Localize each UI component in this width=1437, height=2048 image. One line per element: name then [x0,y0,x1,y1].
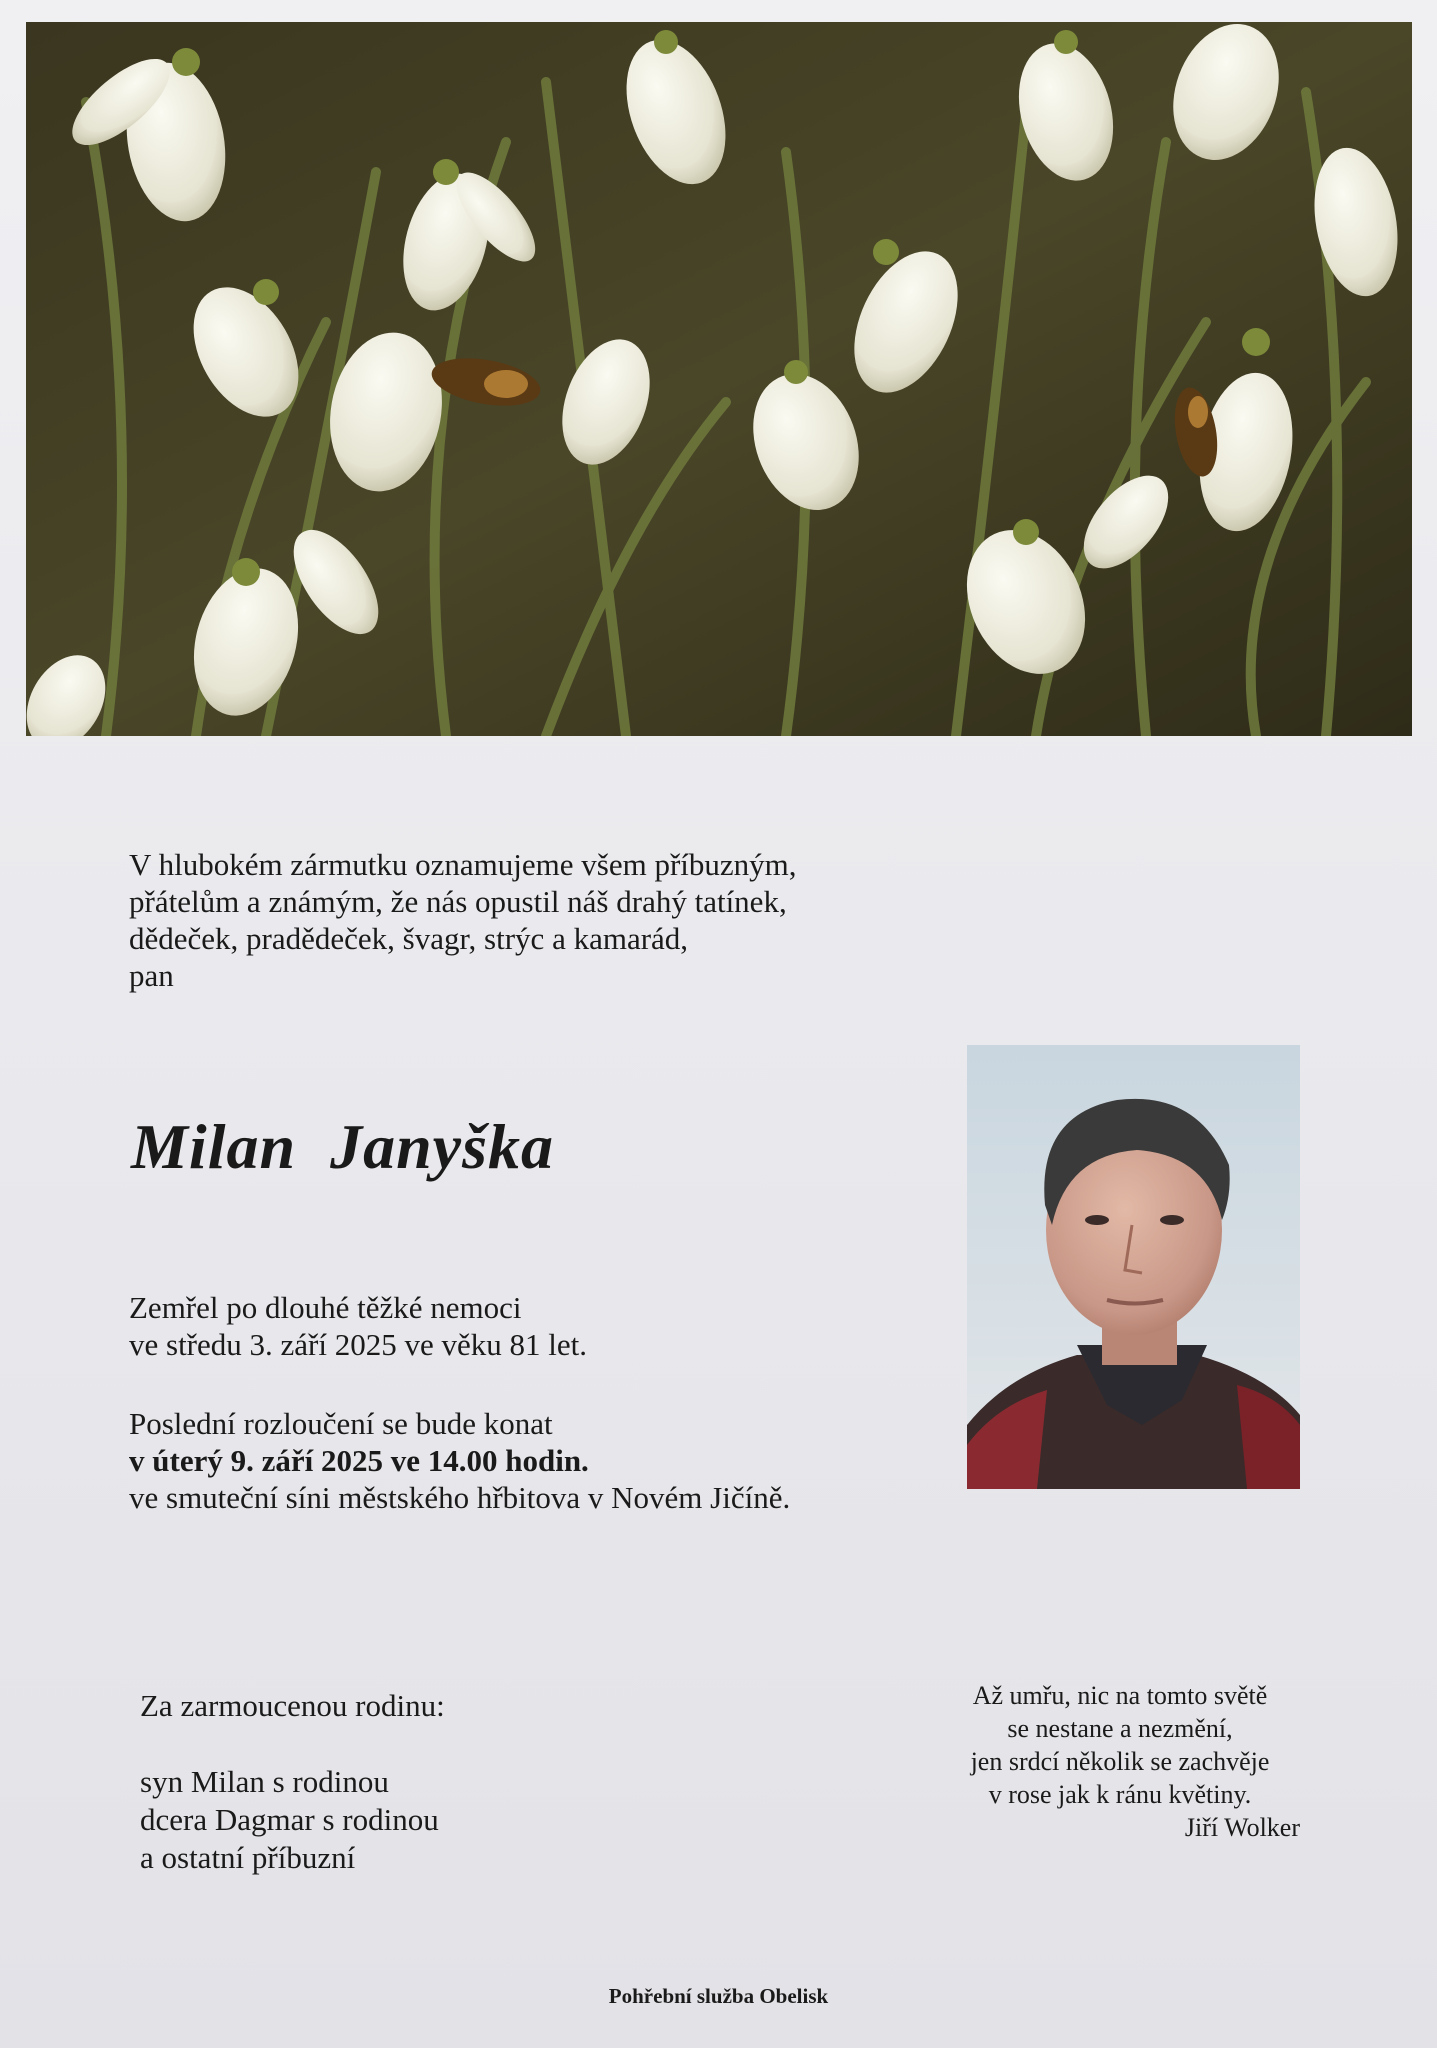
family-heading: Za zarmoucenou rodinu: [140,1688,445,1723]
poem-author: Jiří Wolker [1184,1813,1300,1842]
poem-line: Až umřu, nic na tomto světě [972,1681,1268,1710]
poem-line: v rose jak k ránu květiny. [988,1780,1252,1809]
funeral-paragraph [129,1405,790,1516]
death-line: ve středu 3. září 2025 ve věku 81 let. [129,1327,587,1362]
death-paragraph [129,1289,587,1363]
family-member: a ostatní příbuzní [140,1840,356,1875]
deceased-name: Milan Janyška [131,1111,554,1182]
intro-paragraph [129,846,797,994]
intro-line: přátelům a známým, že nás opustil náš drahý tatínek, [129,884,787,919]
poem-line: se nestane a nezmění, [1007,1714,1233,1743]
intro-line: pan [129,958,174,993]
portrait-photo [967,1045,1300,1489]
family-member: dcera Dagmar s rodinou [140,1802,439,1837]
poem-line: jen srdcí několik se zachvěje [970,1747,1270,1776]
poem [940,1679,1300,1844]
family-list [140,1763,439,1877]
funeral-date: v úterý 9. září 2025 ve 14.00 hodin. [129,1443,589,1478]
snowdrop-flowers-photo [26,22,1412,736]
intro-line: V hlubokém zármutku oznamujeme všem příbuzným, [129,847,797,882]
family-member: syn Milan s rodinou [140,1764,389,1799]
intro-line: dědeček, pradědeček, švagr, strýc a kamarád, [129,921,689,956]
funeral-service-footer: Pohřební služba Obelisk [608,1984,829,2008]
funeral-line: Poslední rozloučení se bude konat [129,1406,553,1441]
death-line: Zemřel po dlouhé těžké nemoci [129,1290,522,1325]
funeral-location: ve smuteční síni městského hřbitova v Novém Jičíně. [129,1480,791,1515]
